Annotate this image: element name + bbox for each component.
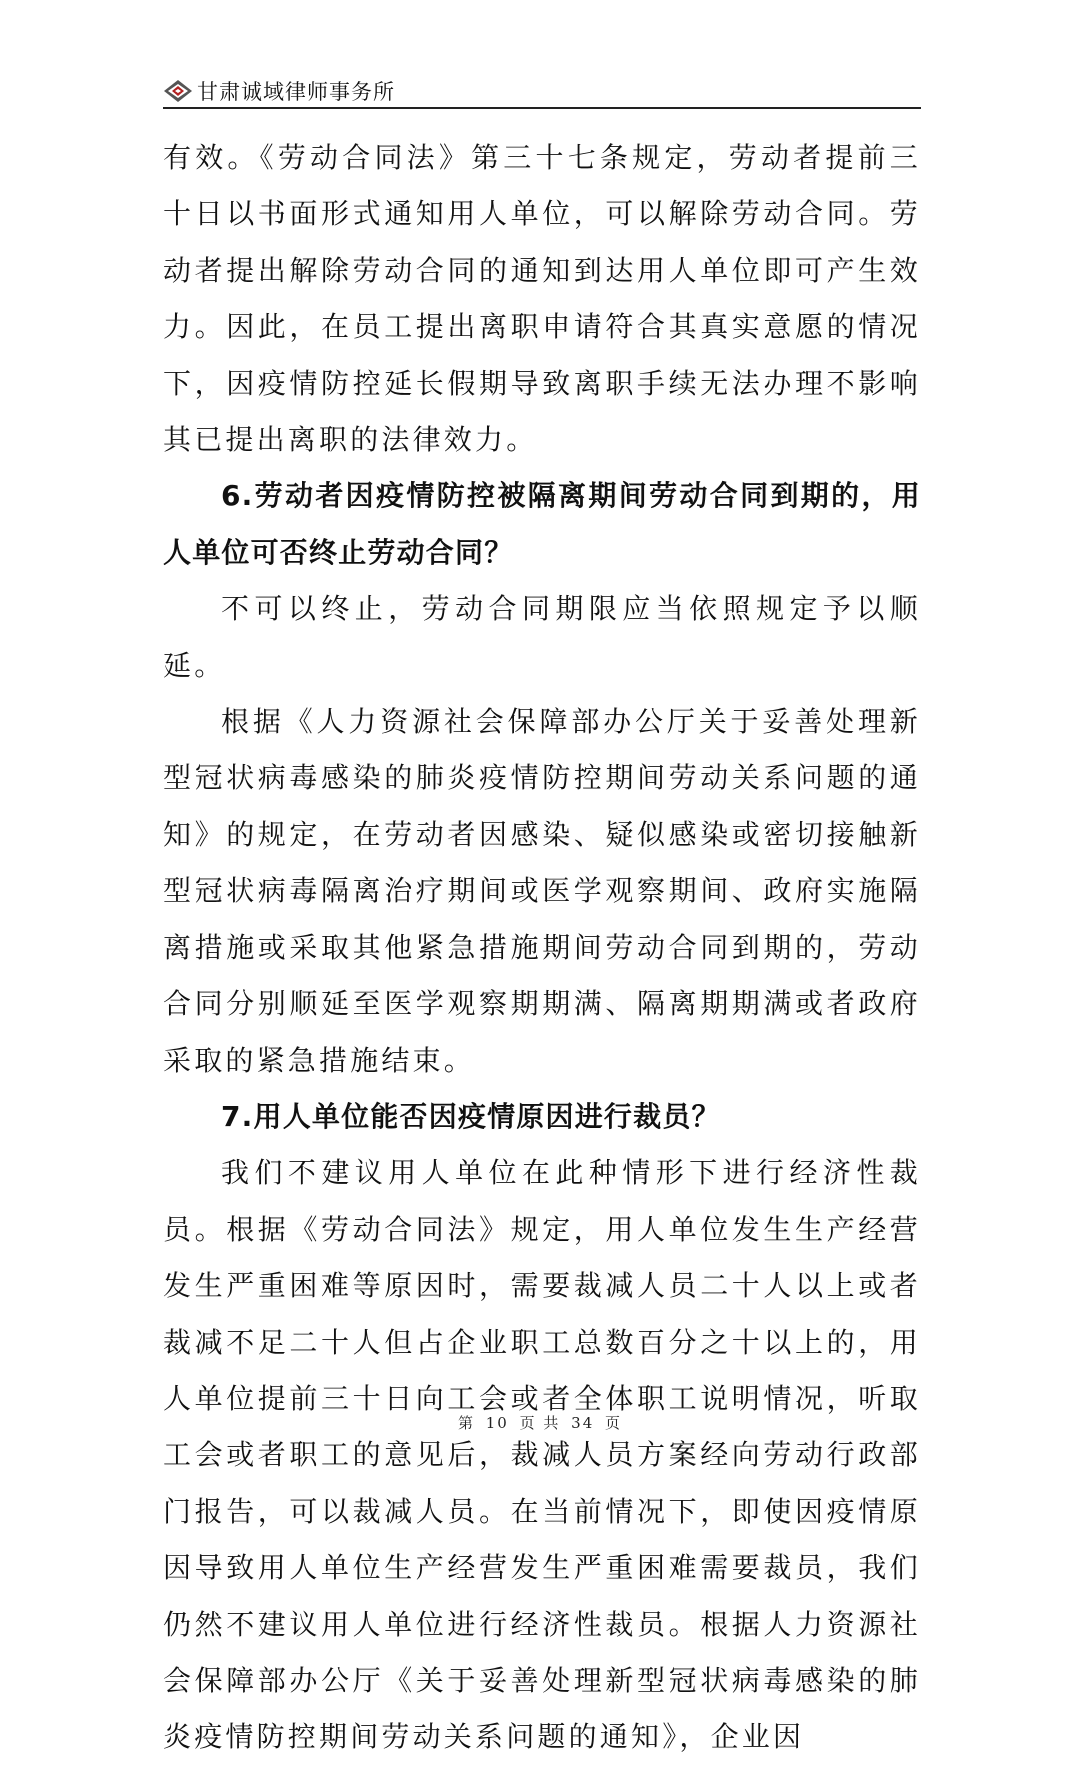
paragraph: 我们不建议用人单位在此种情形下进行经济性裁员。根据《劳动合同法》规定，用人单位发生生产经营发生严重困难等原因时，需要裁减人员二十人以上或者裁减不足二十人但占企业职工总数百分之十以上的，用人单位提前三十日向工会或者全体职工说明情况，听取工会或者职工的意见后，裁减人员方案经向劳动行政部门报告，可以裁减人员。在当前情况下，即使因疫情原因导致用人单位生产经营发生严重困难需要裁员，我们仍然不建议用人单位进行经济性裁员。根据人力资源社会保障部办公厅《关于妥善处理新型冠状病毒感染的肺炎疫情防控期间劳动关系问题的通知》，企业因 <box>163 1156 921 1754</box>
footer-middle: 页 共 <box>519 1414 561 1432</box>
header-divider <box>163 107 921 109</box>
paragraph: 不可以终止，劳动合同期限应当依照规定予以顺延。 <box>163 592 921 682</box>
total-pages-number: 34 <box>571 1414 595 1432</box>
paragraph: 根据《人力资源社会保障部办公厅关于妥善处理新型冠状病毒感染的肺炎疫情防控期间劳动关系问题的通知》的规定，在劳动者因感染、疑似感染或密切接触新型冠状病毒隔离治疗期间或医学观察期间、政府实施隔离措施或采取其他紧急措施期间劳动合同到期的，劳动合同分别顺延至医学观察期期满、隔离期期满或者政府采取的紧急措施结束。 <box>163 705 921 1077</box>
page-footer <box>0 1412 1080 1433</box>
firm-name: 甘肃诚域律师事务所 <box>197 80 395 104</box>
paragraph: 有效。《劳动合同法》第三十七条规定，劳动者提前三十日以书面形式通知用人单位，可以解除劳动合同。劳动者提出解除劳动合同的通知到达用人单位即可产生效力。因此，在员工提出离职申请符合其真实意愿的情况下，因疫情防控延长假期导致离职手续无法办理不影响其已提出离职的法律效力。 <box>163 141 921 457</box>
current-page-number: 10 <box>485 1414 509 1432</box>
footer-suffix: 页 <box>605 1414 623 1432</box>
footer-prefix: 第 <box>457 1414 475 1432</box>
document-body <box>163 130 921 1766</box>
section-heading-6: 6.劳动者因疫情防控被隔离期间劳动合同到期的，用人单位可否终止劳动合同？ <box>163 479 921 569</box>
firm-logo-icon <box>163 79 193 103</box>
section-heading-7: 7.用人单位能否因疫情原因进行裁员？ <box>221 1099 721 1133</box>
page-header <box>163 75 921 107</box>
